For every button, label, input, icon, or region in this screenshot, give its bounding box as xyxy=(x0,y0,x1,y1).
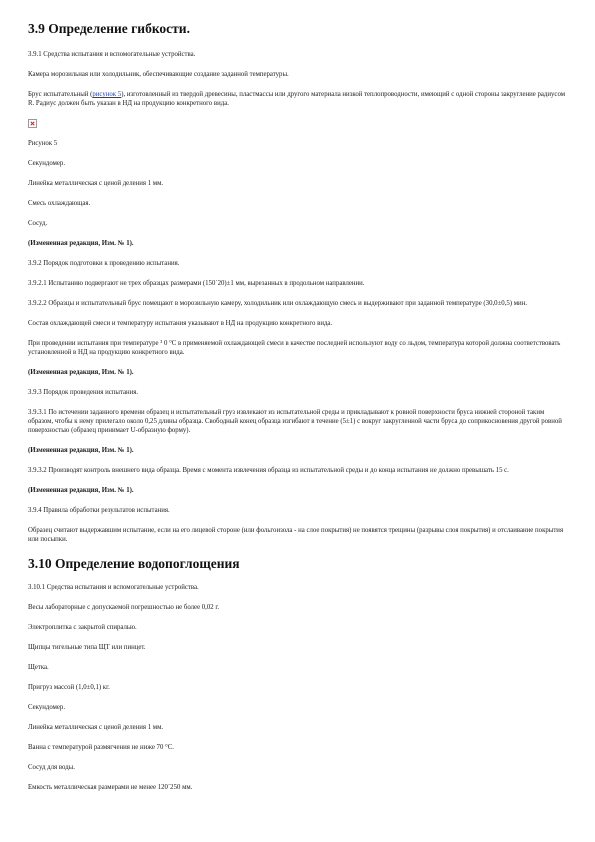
paragraph: Электроплитка с закрытой спиралью. xyxy=(28,624,137,631)
paragraph: 3.9.2 Порядок подготовки к проведению испытания. xyxy=(28,260,180,267)
paragraph: Секундомер. xyxy=(28,704,66,711)
paragraph: Линейка металлическая с ценой деления 1 мм. xyxy=(28,724,164,731)
section-heading-3-9: 3.9 Определение гибкости. xyxy=(28,21,190,36)
paragraph: 3.10.1 Средства испытания и вспомогательные устройства. xyxy=(28,584,199,591)
figure-caption: Рисунок 5 xyxy=(28,140,58,147)
revision-note: (Измененная редакция, Изм. № 1). xyxy=(28,487,134,494)
paragraph: Пригруз массой (1,0±0,1) кг. xyxy=(28,684,110,691)
paragraph: Линейка металлическая с ценой деления 1 мм. xyxy=(28,180,164,187)
paragraph: Ванна с температурой размягчения не ниже 70 °С. xyxy=(28,744,175,751)
paragraph: 3.9.4 Правила обработки результатов испытания. xyxy=(28,507,170,514)
paragraph: Смесь охлаждающая. xyxy=(28,200,91,207)
revision-note: (Измененная редакция, Изм. № 1). xyxy=(28,240,134,247)
paragraph: Сосуд. xyxy=(28,220,48,227)
paragraph-text: Брус испытательный ( xyxy=(28,91,93,98)
paragraph: 3.9.3 Порядок проведения испытания. xyxy=(28,389,139,396)
paragraph: 3.9.3.2 Производят контроль внешнего вида образца. Время с момента извлечения образца из испытательной среды и до конца испытания не должно превышать 15 с. xyxy=(28,467,509,474)
paragraph: При проведении испытания при температуре ³ 0 °С в применяемой охлаждающей смеси в качестве последней используют воду со льдом, температура которой должна соответствовать установленной в НД на продукцию конкретного вида. xyxy=(28,340,561,356)
paragraph: Камера морозильная или холодильник, обеспечивающие создание заданной температуры. xyxy=(28,71,289,78)
paragraph: Емкость металлическая размерами не менее 120´250 мм. xyxy=(28,784,193,791)
document-page xyxy=(28,14,568,792)
paragraph: 3.9.1 Средства испытания и вспомогательные устройства. xyxy=(28,51,196,58)
paragraph: 3.9.2.2 Образцы и испытательный брус помещают в морозильную камеру, холодильник или охлаждающую смесь и выдерживают при заданной температуре (30,0±0,5) мин. xyxy=(28,300,528,307)
paragraph: Весы лабораторные с допускаемой погрешностью не более 0,02 г. xyxy=(28,604,220,611)
revision-note: (Измененная редакция, Изм. № 1). xyxy=(28,369,134,376)
paragraph: Образец считают выдержавшим испытание, если на его лицевой стороне (или фольгоизола - на слое покрытия) не появятся трещины (разрывы слоя покрытия) и отслаивание покрытия или посыпки. xyxy=(28,527,564,543)
paragraph: 3.9.3.1 По истечении заданного времени образец и испытательный груз извлекают из испытательной среды и прикладывают к ровной поверхности бруса нижней стороной таким образом, чтобы к нему прилегало около 0,25 длины образца. Свободный конец образца изгибают в течение (5±1) с вокруг закругленной части бруса до соприкосновения другой ровной поверхностью (образец принимает U-образную форму). xyxy=(28,409,562,434)
paragraph: Состав охлаждающей смеси и температуру испытания указывают в НД на продукцию конкретного вида. xyxy=(28,320,333,327)
paragraph: Сосуд для воды. xyxy=(28,764,75,771)
paragraph: Щипцы тигельные типа ЩТ или пинцет. xyxy=(28,644,146,651)
paragraph xyxy=(28,90,568,108)
section-heading-3-10: 3.10 Определение водопоглощения xyxy=(28,556,240,571)
broken-image-icon xyxy=(28,119,37,128)
paragraph: 3.9.2.1 Испытанию подвергают не трех образцах размерами (150´20)±1 мм, вырезанных в продольном направлении. xyxy=(28,280,365,287)
paragraph-text: ), изготовленный из твердой древесины, пластмассы или другого материала низкой теплопроводности, имеющий с одной стороны закругление радиусом R. Радиус должен быть указан в НД на продукцию конкретного вида. xyxy=(28,91,566,107)
paragraph: Секундомер. xyxy=(28,160,66,167)
figure-5-link[interactable]: рисунок 5 xyxy=(92,91,122,98)
paragraph: Щетка. xyxy=(28,664,49,671)
revision-note: (Измененная редакция, Изм. № 1). xyxy=(28,447,134,454)
